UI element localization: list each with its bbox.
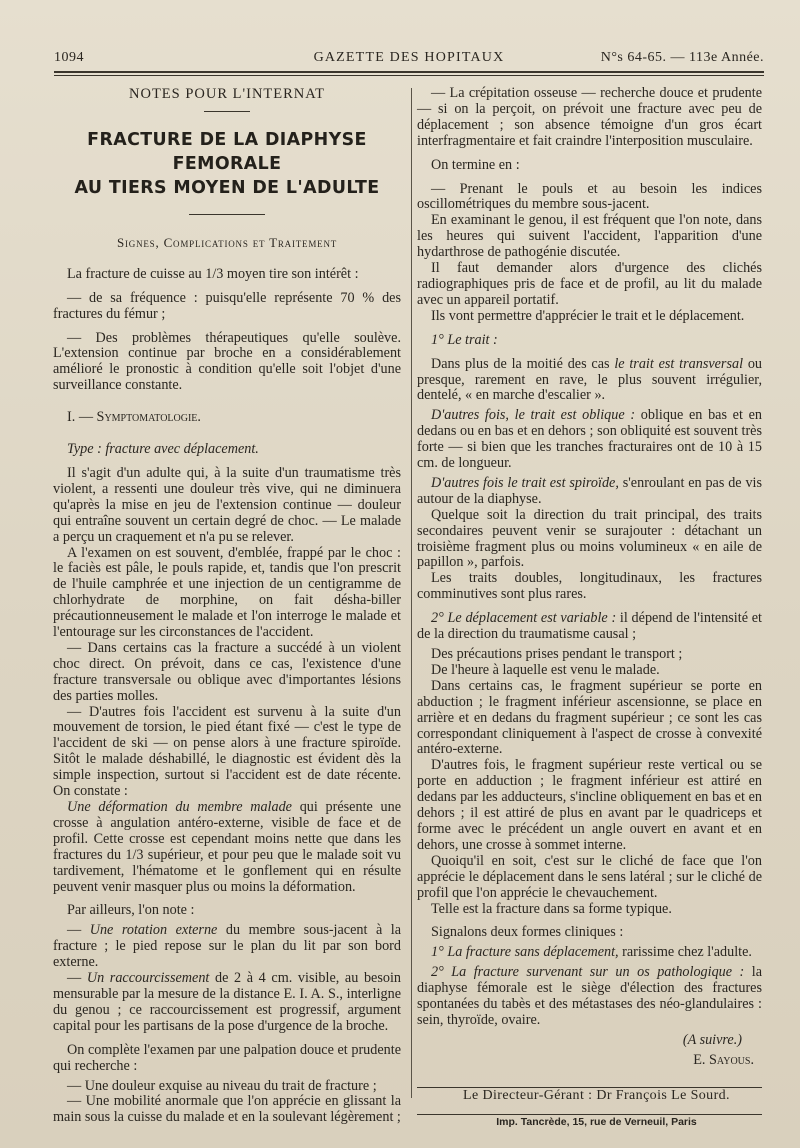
printer-line: Imp. Tancrède, 15, rue de Verneuil, Paris: [496, 1115, 697, 1128]
paragraph: Signalons deux formes cliniques :: [431, 924, 624, 941]
paragraph-text: la diaphyse fémorale est le siège d'élection des fractures spontanées du tabès et des métastases des néo-glandulaires : sein, thyroïde, ovaire.: [417, 964, 763, 1028]
intro-paragraph: La fracture de cuisse au 1/3 moyen tire son intérêt :: [67, 265, 359, 282]
paragraph: Par ailleurs, l'on note :: [67, 902, 195, 919]
paragraph-text: qui présente une crosse à angulation antéro-externe, visible de face et de profil. Cette crosse est cependant moins nette que dans les fractures du 1/3 supérieur, et pour peu que le malade soit vu tardivement, l'hématome et le gonflement qui en résulte peuvent venir masquer plus ou moins la déformation.: [53, 799, 402, 895]
paragraph-text: s'enroulant en pas de vis autour de la diaphyse.: [417, 474, 762, 507]
emphasis: D'autres fois le trait est spiroïde,: [431, 474, 619, 491]
paragraph: A l'examen on est souvent, d'emblée, frappé par le choc : le faciès est pâle, le pouls rapide, et, tandis que l'on prescrit de l'huile camphrée et une injection de un centigramme de chlorhydrate de morphine, on fait désha-biller précautionneusement le malade et l'on interroge le malade et l'entourage sur les circonstances de l'accident.: [53, 544, 401, 641]
paragraph: Il s'agit d'un adulte qui, à la suite d'un traumatisme très violent, a ressenti une douleur très vive, qui ne diminuera qu'après la mise en jeu de l'extension continue — douleur qui entraîne souvent un certain degré de choc. — Le malade a perçu un craquement et n'a pu se relever.: [53, 464, 401, 545]
article-title-line-2: AU TIERS MOYEN DE L'ADULTE: [74, 177, 380, 198]
paragraph-text: il dépend de l'intensité et de la direction du traumatisme causal ;: [417, 610, 762, 643]
emphasis: le trait est transversal: [614, 355, 744, 372]
intro-item-frequency: — de sa fréquence : puisqu'elle représente 70 % des fractures du fémur ;: [53, 289, 401, 322]
paragraph: — Dans certains cas la fracture a succédé à un violent choc direct. On prévoit, dans ce cas, l'existence d'une fracture transversale ou oblique avec d'importantes lésions des parties molles.: [53, 639, 401, 704]
page-number: 1094: [54, 50, 84, 65]
paragraph: — Une douleur exquise au niveau du trait de fracture ;: [67, 1077, 377, 1094]
paragraph: Ils vont permettre d'apprécier le trait et le déplacement.: [431, 307, 745, 324]
paragraph-text: oblique en bas et en dedans ou en bas et en dehors ; son obliquité est souvent très forte — si bien que les tranches fracturaires ont de 10 à 15 cm. de longueur.: [417, 407, 762, 472]
author-signature: E. Sayous.: [693, 1051, 754, 1068]
paragraph: [417, 476, 762, 508]
issue-number: N°s 64-65. — 113e Année.: [600, 50, 764, 65]
paragraph: — Une rotation externe du membre sous-jacent à la fracture ; le pied repose sur le plan du lit par son bord externe.: [53, 922, 402, 971]
paragraph: [417, 408, 762, 472]
subheading-trait: 1° Le trait :: [431, 331, 498, 348]
intro-item-therapeutic: — Des problèmes thérapeutiques qu'elle soulève. L'extension continue par broche en a considérablement amélioré le pronostic à condition qu'elle soit l'objet d'une surveillance constante.: [53, 329, 401, 394]
paragraph: [417, 611, 762, 643]
emphasis: Un raccourcissement: [86, 970, 210, 987]
paragraph: Quelque soit la direction du trait principal, des traits secondaires peuvent venir se surajouter : détachant un troisième fragment plus ou moins volumineux « en aile de papillon », parfois.: [417, 506, 762, 571]
paragraph: — Un raccourcissement de 2 à 4 cm. visible, au besoin mensurable par la mesure de la distance E. I. A. S., interligne du genou ; ce raccourcissement est progressif, argument capital pour les partisans de la pose d'urgence de la broche.: [53, 970, 401, 1034]
emphasis: Une rotation externe: [89, 922, 218, 939]
paragraph-text: rarissime chez l'adulte.: [618, 944, 752, 961]
paragraph-text: du membre sous-jacent à la fracture ; le pied repose sur le plan du lit par son bord externe.: [53, 922, 402, 971]
left-column: [53, 86, 401, 1126]
paragraph-text: ou presque, rarement en rave, le plus souvent irrégulier, dentelé, « en marche d'escalier ».: [417, 355, 763, 404]
article-title-line-1: FRACTURE DE LA DIAPHYSE FEMORALE: [87, 129, 367, 174]
paragraph: Il faut demander alors d'urgence des clichés radiographiques pris de face et de profil, au lit du malade avec un appareil portatif.: [417, 260, 762, 308]
part-heading-symptomatology: I. — Symptomatologie.: [67, 409, 201, 426]
paragraph: En examinant le genou, il est fréquent que l'on note, dans les heures qui suivent l'accident, l'apparition d'une hydarthrose de pathogénie discutée.: [417, 212, 762, 261]
page-header: [54, 50, 764, 68]
paragraph: Dans certains cas, le fragment supérieur se porte en abduction ; le fragment inférieur ascensionne, se place en arrière et en dedans du fragment supérieur ; ce sont les cas correspondant cliniquement à l'aspect de crosse à convexité antéro-externe.: [417, 677, 762, 758]
paragraph: On complète l'examen par une palpation douce et prudente qui recherche :: [53, 1041, 401, 1074]
paragraph-text: de 2 à 4 cm. visible, au besoin mensurable par la mesure de la distance E. I. A. S., interligne du genou ; ce raccourcissement est progressif, argument capital pour les partisans de la pose d'urgence de la broche.: [53, 970, 401, 1034]
emphasis: 2° La fracture survenant sur un os pathologique :: [431, 964, 745, 981]
paragraph: [417, 965, 762, 1029]
paragraph: — Prenant le pouls et au besoin les indices oscillométriques du membre sous-jacent.: [417, 180, 762, 213]
to-be-continued: (A suivre.): [682, 1031, 742, 1048]
title-rule: [189, 214, 265, 215]
article-title: [53, 128, 401, 200]
publication-title: GAZETTE DES HOPITAUX: [313, 50, 505, 65]
paragraph: — La crépitation osseuse — recherche douce et prudente — si on la perçoit, on prévoit une fracture avec peu de déplacement ; son absence témoigne d'un gros écart interfragmentaire et fait craindre l'interposition musculaire.: [417, 85, 762, 149]
paragraph: Les traits doubles, longitudinaux, les fractures comminutives sont plus rares.: [417, 570, 762, 603]
paragraph: [417, 357, 762, 405]
type-heading: Type : fracture avec déplacement.: [67, 441, 259, 458]
emphasis: D'autres fois, le trait est oblique :: [431, 407, 636, 424]
paragraph-text: Dans plus de la moitié des cas: [431, 355, 615, 372]
paragraph: Des précautions prises pendant le transport ;: [431, 646, 683, 662]
paragraph: Quoiqu'il en soit, c'est sur le cliché de face que l'on apprécie le déplacement dans le sens latéral ; sur le cliché de profil que l'on apprécie le chevauchement.: [417, 852, 762, 901]
paragraph: De l'heure à laquelle est venu le malade.: [431, 661, 660, 678]
emphasis: 1° La fracture sans déplacement,: [431, 944, 619, 961]
paragraph: D'autres fois, le fragment supérieur reste vertical ou se porte en adduction ; le fragment inférieur est attiré en dedans par les adducteurs, s'incline obliquement en bas et en dehors ; il est attiré de plus en avant par le quadriceps et forme avec le précédent un angle ouvert en avant et en dehors, une crosse à sommet interne.: [417, 757, 762, 853]
paragraph: [53, 800, 401, 895]
column-divider: [411, 88, 412, 1098]
paragraph: — Une mobilité anormale que l'on apprécie en glissant la main sous la cuisse du malade et en la soulevant légèrement ;: [53, 1093, 401, 1126]
paragraph: [417, 945, 762, 961]
paragraph: Telle est la fracture dans sa forme typique.: [431, 900, 672, 917]
paragraph: On termine en :: [431, 156, 520, 173]
header-rule-thin: [54, 75, 764, 76]
right-column: [417, 86, 762, 1130]
section-heading: Signes, Complications et Traitement: [116, 234, 338, 250]
notes-heading: NOTES POUR L'INTERNAT: [129, 86, 325, 102]
emphasis: 2° Le déplacement est variable :: [431, 610, 617, 627]
director-line: Le Directeur-Gérant : Dr François Le Sourd.: [463, 1087, 730, 1103]
header-rule: [54, 71, 764, 73]
notes-rule: [204, 111, 250, 112]
paragraph: — D'autres fois l'accident est survenu à la suite d'un mouvement de torsion, le pied étant fixé — c'est le type de l'accident de ski — on pense alors à une fracture spiroïde. Sitôt le malade déshabillé, le diagnostic est évident dès la simple inspection, surtout si l'accident est de date récente. On constate :: [53, 703, 401, 800]
emphasis: Une déformation du membre malade: [67, 799, 292, 815]
